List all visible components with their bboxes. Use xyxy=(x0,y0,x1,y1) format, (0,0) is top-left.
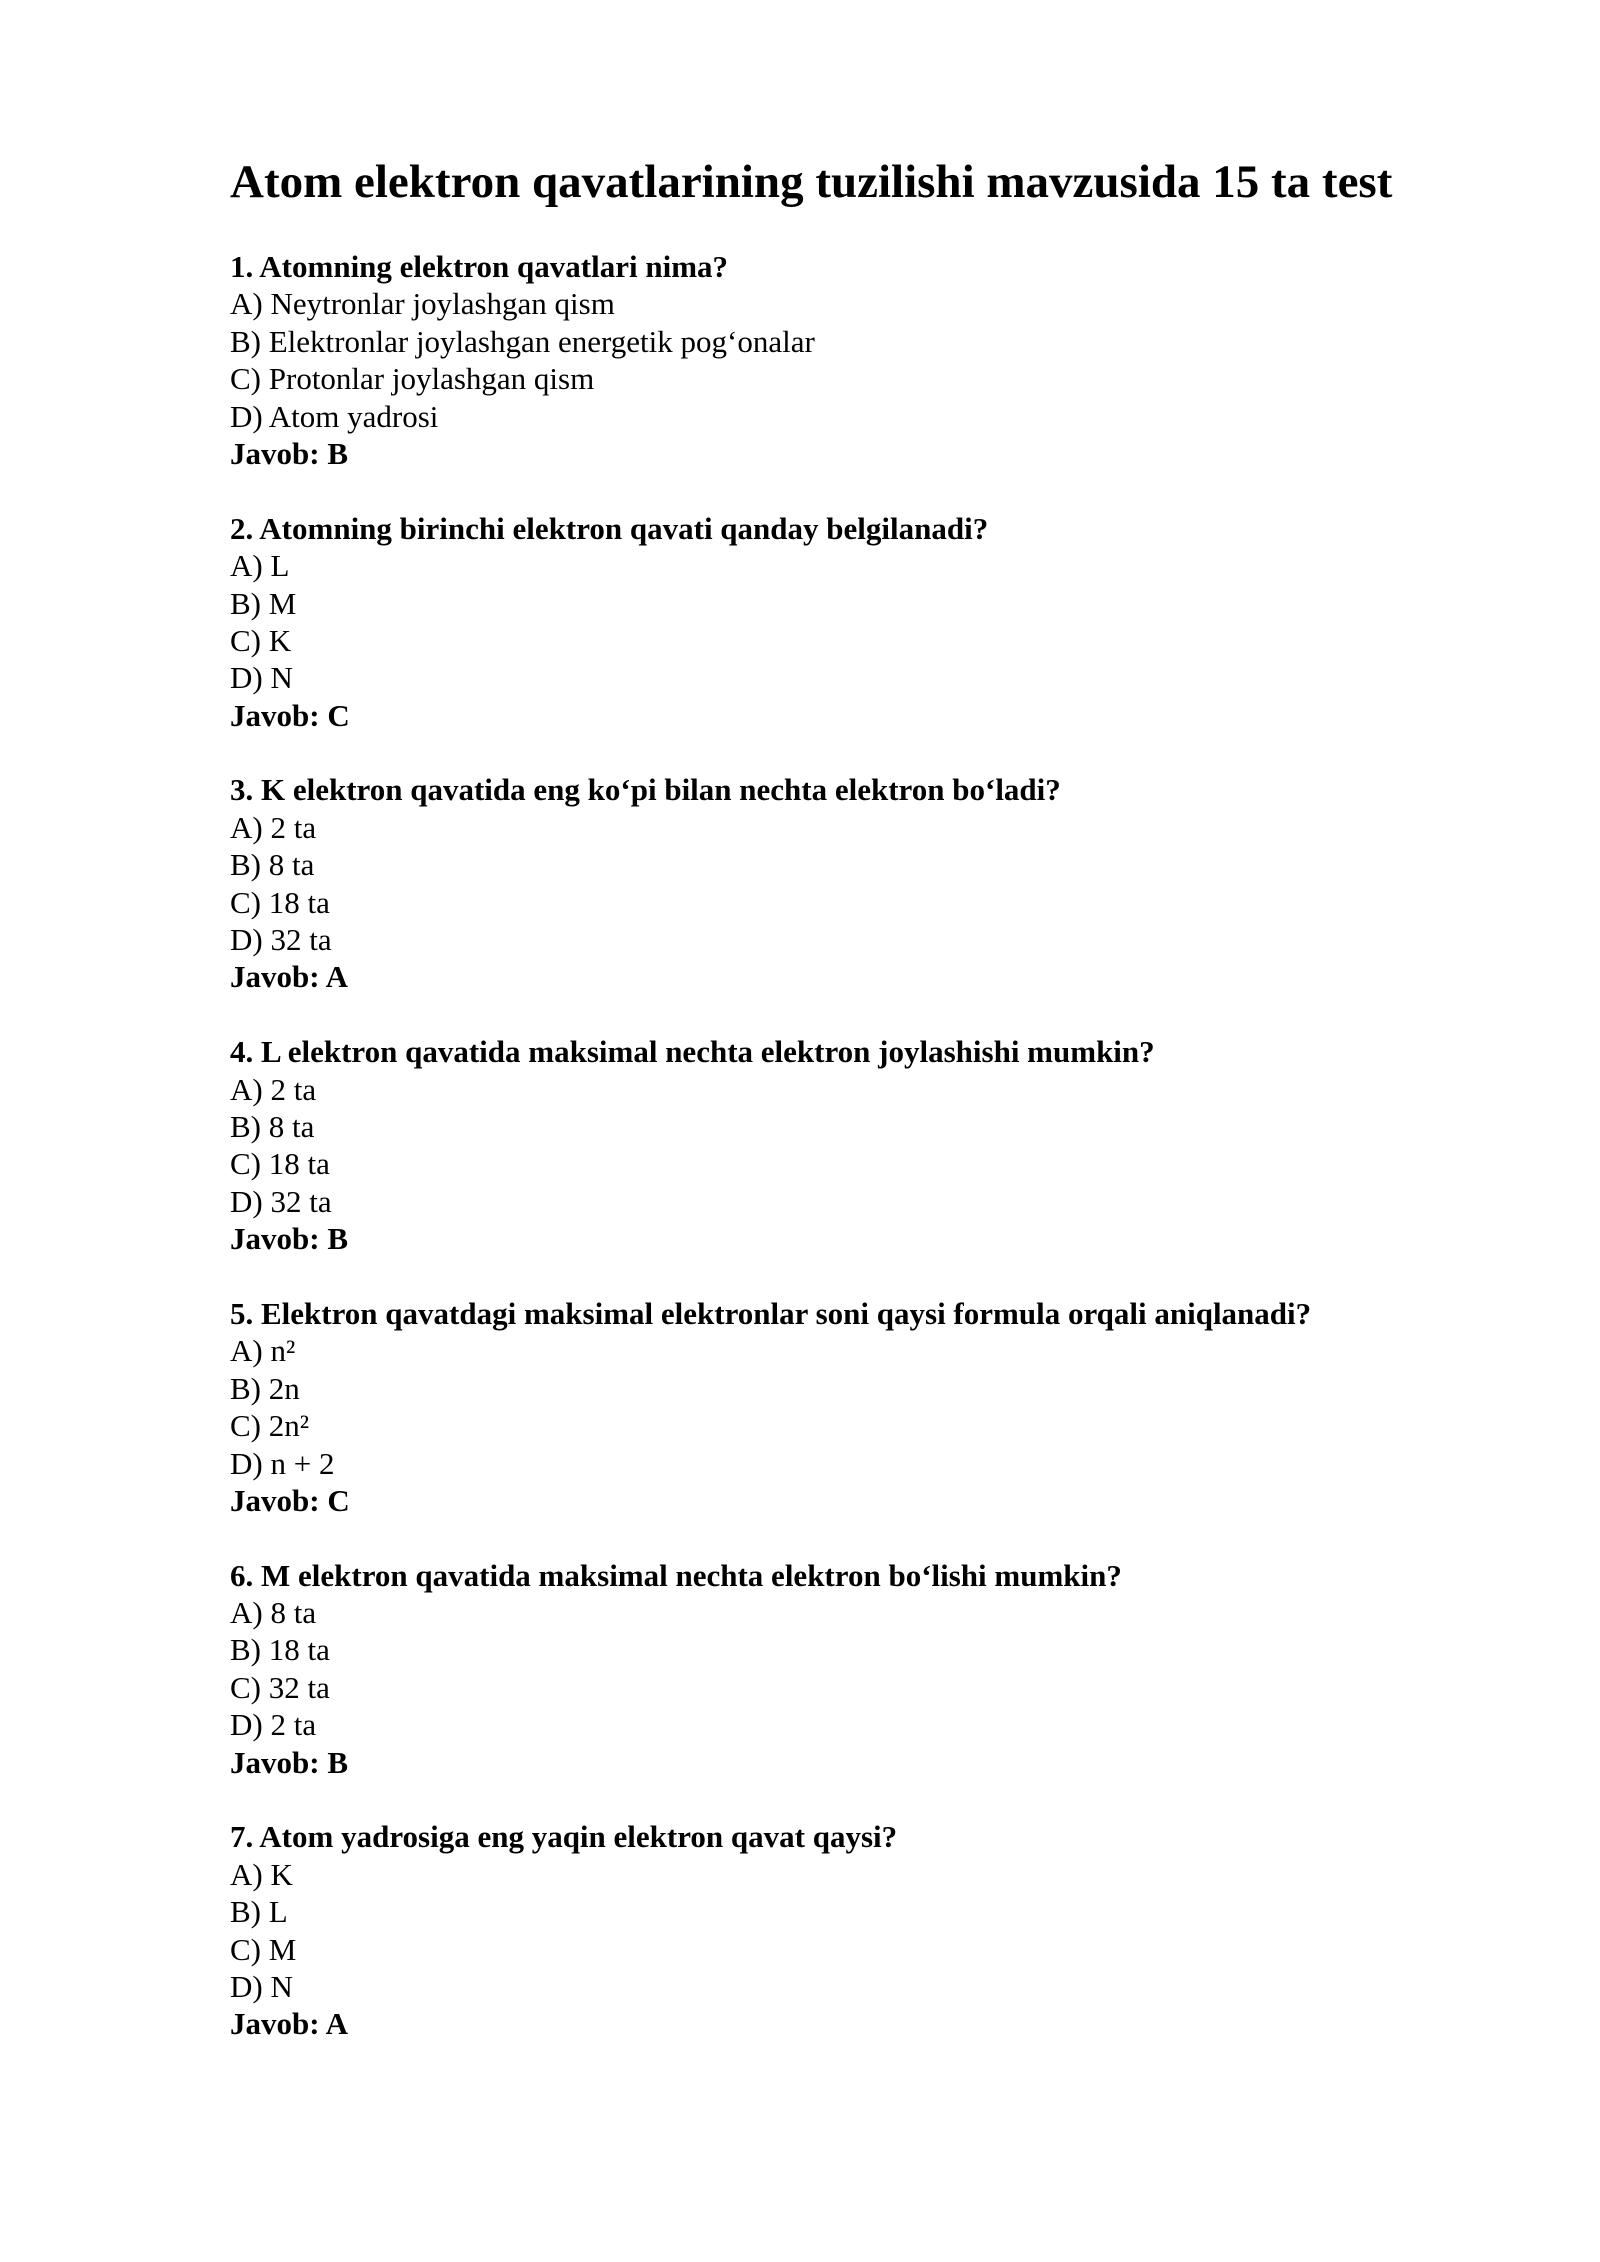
answer-line: Javob: B xyxy=(230,1744,348,1780)
option-b: B) M xyxy=(230,585,297,621)
option-b: B) 2n xyxy=(230,1370,300,1406)
option-c: C) 18 ta xyxy=(230,884,330,920)
answer-line: Javob: B xyxy=(230,1221,348,1257)
option-d: D) N xyxy=(230,660,293,696)
question-text: 3. K elektron qavatida eng ko‘pi bilan nechta elektron bo‘ladi? xyxy=(230,772,1061,808)
document-page xyxy=(230,150,1480,2080)
option-d: D) n + 2 xyxy=(230,1445,335,1481)
question-2 xyxy=(230,510,1480,734)
option-c: C) M xyxy=(230,1931,297,1967)
option-d: D) N xyxy=(230,1968,293,2004)
option-c: C) K xyxy=(230,622,292,658)
option-c: C) Protonlar joylashgan qism xyxy=(230,361,595,397)
answer-line: Javob: C xyxy=(230,697,350,733)
document-title: Atom elektron qavatlarining tuzilishi mavzusida 15 ta test xyxy=(230,156,1393,208)
question-text: 5. Elektron qavatdagi maksimal elektronlar soni qaysi formula orqali aniqlanadi? xyxy=(230,1295,1312,1331)
option-b: B) Elektronlar joylashgan energetik pog‘onalar xyxy=(230,323,815,359)
option-a: A) L xyxy=(230,548,290,584)
question-1 xyxy=(230,248,1480,472)
question-text: 1. Atomning elektron qavatlari nima? xyxy=(230,249,729,284)
question-text: 7. Atom yadrosiga eng yaqin elektron qavat qaysi? xyxy=(230,1819,898,1855)
option-b: B) 8 ta xyxy=(230,1108,315,1144)
option-a: A) 2 ta xyxy=(230,1071,317,1107)
question-5 xyxy=(230,1295,1480,1519)
question-text: 4. L elektron qavatida maksimal nechta elektron joylashishi mumkin? xyxy=(230,1034,1155,1070)
answer-line: Javob: B xyxy=(230,435,348,471)
option-c: C) 18 ta xyxy=(230,1146,330,1182)
option-a: A) Neytronlar joylashgan qism xyxy=(230,286,615,322)
option-d: D) 32 ta xyxy=(230,922,332,958)
question-3 xyxy=(230,771,1480,995)
answer-line: Javob: A xyxy=(230,2006,348,2042)
option-a: A) n² xyxy=(230,1333,296,1369)
answer-line: Javob: A xyxy=(230,959,348,995)
question-text: 6. M elektron qavatida maksimal nechta elektron bo‘lishi mumkin? xyxy=(230,1557,1122,1593)
option-a: A) K xyxy=(230,1856,293,1892)
question-4 xyxy=(230,1033,1480,1257)
option-a: A) 2 ta xyxy=(230,809,317,845)
question-6 xyxy=(230,1557,1480,1781)
option-b: B) 18 ta xyxy=(230,1632,330,1668)
question-text: 2. Atomning birinchi elektron qavati qanday belgilanadi? xyxy=(230,510,989,546)
option-c: C) 32 ta xyxy=(230,1669,330,1705)
option-d: D) 32 ta xyxy=(230,1183,332,1219)
option-c: C) 2n² xyxy=(230,1408,310,1444)
option-d: D) 2 ta xyxy=(230,1707,317,1743)
option-b: B) 8 ta xyxy=(230,847,315,883)
option-b: B) L xyxy=(230,1894,288,1930)
answer-line: Javob: C xyxy=(230,1482,350,1518)
option-d: D) Atom yadrosi xyxy=(230,398,439,434)
option-a: A) 8 ta xyxy=(230,1595,317,1631)
question-7 xyxy=(230,1818,1480,2042)
